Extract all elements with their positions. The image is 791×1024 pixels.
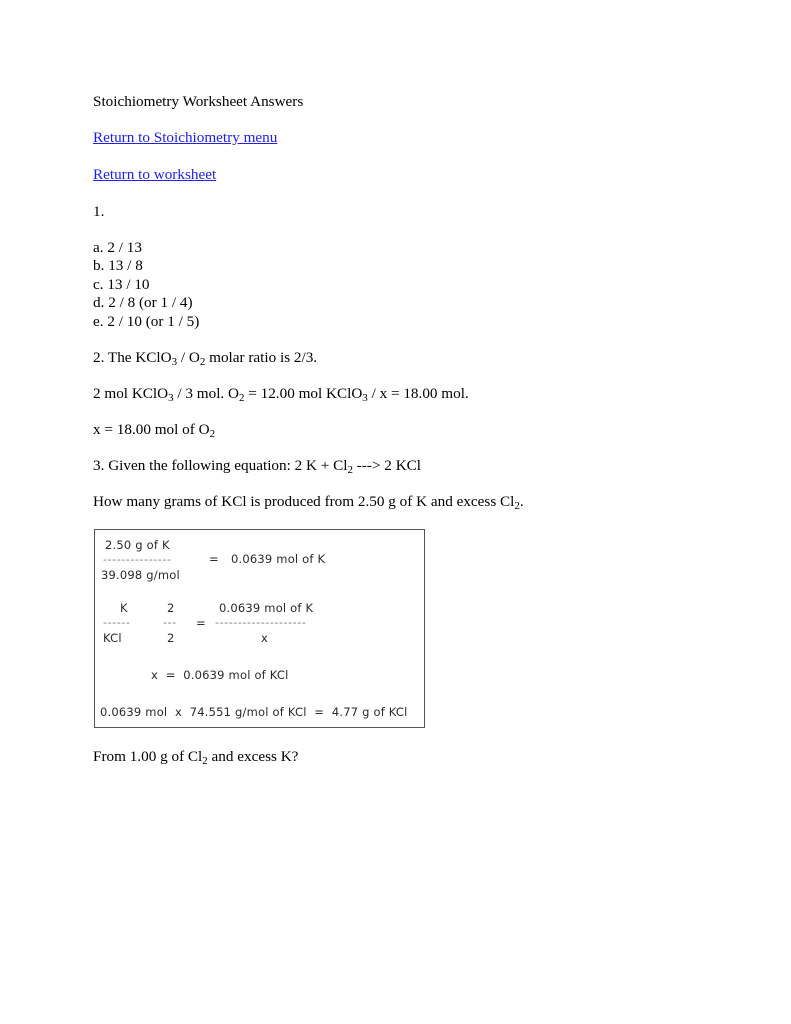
q2-statement-pre: 2. The KClO — [93, 349, 172, 367]
calc-line2-left-rule: ------ — [103, 616, 131, 630]
calc-line4-final: 0.0639 mol x 74.551 g/mol of KCl = 4.77 g of KCl — [100, 705, 408, 720]
link-stoichiometry-menu[interactable]: Return to Stoichiometry menu — [93, 128, 278, 146]
calc-line2-left-denominator: KCl — [103, 631, 122, 646]
question-3-statement — [93, 457, 703, 475]
q2-subscript-3: 3 — [171, 356, 178, 369]
list-item: e. 2 / 10 (or 1 / 5) — [93, 312, 200, 330]
calculation-image — [94, 529, 425, 728]
calc-line2-mid-denominator: 2 — [167, 631, 175, 646]
q2-work-b: / 3 mol. O — [173, 385, 239, 403]
calc-line2-equals: = — [196, 616, 206, 631]
calc-line2-right-rule: -------------------- — [215, 616, 307, 630]
link-return-to-worksheet[interactable]: Return to worksheet — [93, 165, 217, 183]
q2-result-subscript: 2 — [209, 428, 216, 441]
q3-statement-post: ---> 2 KCl — [352, 457, 422, 475]
question-2-result — [93, 421, 703, 439]
q3-followup-pre: From 1.00 g of Cl — [93, 748, 203, 766]
q2-work-c-subscript: 3 — [362, 392, 368, 405]
calc-line1-denominator: 39.098 g/mol — [101, 568, 180, 583]
calc-line1-numerator: 2.50 g of K — [105, 538, 170, 553]
calc-line1-result: 0.0639 mol of K — [231, 552, 326, 567]
q2-work-c: = 12.00 mol KClO — [244, 385, 363, 403]
question-2-statement — [93, 349, 703, 367]
calc-line2-mid-rule: --- — [163, 616, 177, 630]
link-worksheet-line — [93, 166, 703, 185]
question-2-work — [93, 385, 703, 403]
calc-line2-right-denominator: x — [261, 631, 269, 646]
calc-line2-mid-numerator: 2 — [167, 601, 175, 616]
q3-prompt-post: . — [519, 493, 524, 511]
q3-followup-subscript: 2 — [202, 754, 208, 767]
list-item: d. 2 / 8 (or 1 / 4) — [93, 294, 193, 312]
q2-work-d: / x = 18.00 mol. — [367, 385, 469, 403]
calc-line2-left-numerator: K — [120, 601, 128, 616]
q2-work-a-subscript: 3 — [168, 392, 174, 405]
q2-subscript-2: 2 — [199, 356, 206, 369]
link-stoichiometry-menu-line — [93, 129, 703, 148]
calc-line2-right-numerator: 0.0639 mol of K — [219, 601, 314, 616]
q2-statement-mid: / O — [177, 349, 200, 367]
question-1-answer-list — [93, 239, 703, 332]
q2-result-pre: x = 18.00 mol of O — [93, 421, 210, 439]
question-1-number: 1. — [93, 202, 105, 220]
list-item: b. 13 / 8 — [93, 257, 143, 275]
q3-statement-pre: 3. Given the following equation: 2 K + Cl — [93, 457, 348, 475]
question-3-prompt — [93, 493, 703, 511]
calc-line3-solution: x = 0.0639 mol of KCl — [151, 668, 289, 683]
question-3-followup — [93, 748, 703, 766]
list-item: a. 2 / 13 — [93, 238, 142, 256]
q3-followup-post: and excess K? — [207, 748, 299, 766]
q2-work-b-subscript: 2 — [238, 392, 245, 405]
calc-line1-equals: = — [209, 552, 219, 567]
q3-prompt-pre: How many grams of KCl is produced from 2.50 g of K and excess Cl — [93, 493, 515, 511]
list-item: c. 13 / 10 — [93, 275, 150, 293]
q3-prompt-subscript: 2 — [514, 499, 520, 512]
page-title: Stoichiometry Worksheet Answers — [93, 93, 304, 110]
q2-statement-post: molar ratio is 2/3. — [205, 349, 318, 367]
q2-work-a: 2 mol KClO — [93, 385, 169, 403]
q3-statement-subscript: 2 — [347, 464, 353, 477]
document-content — [93, 93, 703, 784]
calc-line1-fraction-rule: --------------- — [103, 553, 172, 567]
